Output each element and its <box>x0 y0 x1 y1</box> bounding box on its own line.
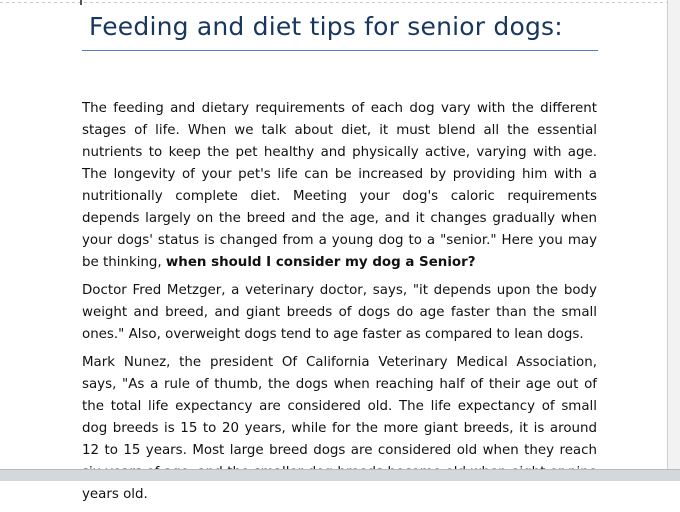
horizontal-scrollbar[interactable] <box>0 469 680 481</box>
page-title: Feeding and diet tips for senior dogs: <box>89 12 563 41</box>
title-underline <box>82 50 598 51</box>
paragraph-3: Mark Nunez, the president Of California Veterinary Medical Association, says, "As a rule of thumb, the dogs when reaching half of their age out of the total life expectancy are considered old. The life expectancy of small dog breeds is 15 to 20 years, while for the more giant breeds, it is around 12 to 15 years. Most large breed dogs are considered old when they reach years old. <box>82 355 597 502</box>
vertical-scrollbar[interactable] <box>667 0 680 481</box>
paragraph-2: Doctor Fred Metzger, a veterinary doctor, says, "it depends upon the body weight and breed, and giant breeds of dogs do age faster than the small ones." Also, overweight dogs tend to age faster as compared to lean dogs. <box>82 283 597 342</box>
body-text <box>82 98 597 512</box>
page-top-boundary <box>0 2 680 3</box>
top-margin-strip <box>0 0 680 6</box>
margin-marker <box>80 0 82 5</box>
paragraph-1 <box>82 98 597 274</box>
paragraph-1-text: The feeding and dietary requirements of each dog vary with the different stages of life. When we talk about diet, it must blend all the essential nutrients to keep the pet healthy and physically active, varying with age. The longevity of your pet's life can be increased by providing him with a nutritionally complete diet. Meeting your dog's caloric requirements depends largely on the breed and the age, and it changes gradually when your dogs' status is changed from a young dog to a "senior." Here you may be thinking, <box>82 101 597 270</box>
paragraph-1-bold: when should I consider my dog a Senior? <box>165 255 476 270</box>
